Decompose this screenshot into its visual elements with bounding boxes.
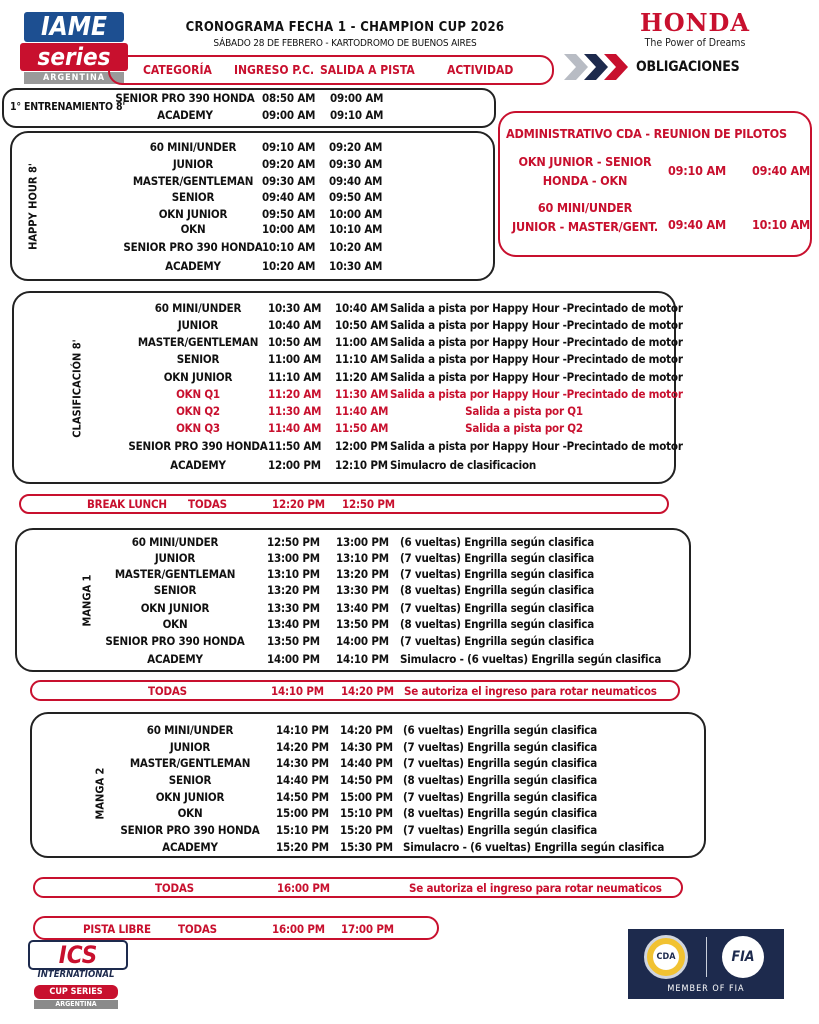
manga1-act: (7 vueltas) Engrilla según clasifica <box>400 634 594 648</box>
manga2-act: (7 vueltas) Engrilla según clasifica <box>403 790 597 804</box>
clasificacion-out: 12:00 PM <box>335 439 388 453</box>
manga2-act: (7 vueltas) Engrilla según clasifica <box>403 740 597 754</box>
clasificacion-out: 11:10 AM <box>335 352 389 366</box>
clasificacion-cat: SENIOR <box>176 352 220 366</box>
clasificacion-out: 11:20 AM <box>335 370 389 384</box>
manga1-label: MANGA 1 <box>80 574 94 627</box>
ics-logo: ICS <box>28 940 128 970</box>
obligaciones-to: 10:10 AM <box>752 217 811 232</box>
manga2-label: MANGA 2 <box>93 767 107 820</box>
manga2-act: (6 vueltas) Engrilla según clasifica <box>403 723 597 737</box>
obligaciones-heading: OBLIGACIONES <box>636 59 740 75</box>
clasificacion-cat: JUNIOR <box>177 318 219 332</box>
manga2-in: 15:10 PM <box>276 823 329 837</box>
happy-hour-in: 10:20 AM <box>262 259 316 273</box>
manga2-out: 15:10 PM <box>340 806 393 820</box>
break-lunch-who: TODAS <box>188 497 227 511</box>
manga1-out: 13:50 PM <box>336 617 389 631</box>
col-ingreso: INGRESO P.C. <box>234 63 315 77</box>
entrenamiento-in: 09:00 AM <box>262 108 316 122</box>
clasificacion-in: 12:00 PM <box>268 458 321 472</box>
honda-tagline: The Power of Dreams <box>644 37 746 49</box>
happy-hour-cat: 60 MINI/UNDER <box>149 140 237 154</box>
manga1-in: 13:10 PM <box>267 567 320 581</box>
series-logo-mid: series <box>20 43 128 71</box>
manga2-cat: MASTER/GENTLEMAN <box>129 756 251 770</box>
badge-divider <box>706 937 707 977</box>
obligaciones-from: 09:10 AM <box>668 163 727 178</box>
manga2-cat: OKN JUNIOR <box>155 790 225 804</box>
clasificacion-act: Salida a pista por Happy Hour -Precintado de motor <box>390 439 683 453</box>
col-categoria: CATEGORÍA <box>143 63 212 77</box>
clasificacion-act: Salida a pista por Happy Hour -Precintado de motor <box>390 387 683 401</box>
cup-series-logo: CUP SERIES <box>34 985 118 999</box>
clasificacion-out: 12:10 PM <box>335 458 388 472</box>
manga1-cat: SENIOR PRO 390 HONDA <box>105 634 245 648</box>
manga2-in: 15:20 PM <box>276 840 329 854</box>
manga2-out: 14:40 PM <box>340 756 393 770</box>
break-lunch-in: 12:20 PM <box>272 497 325 511</box>
manga2-out: 15:00 PM <box>340 790 393 804</box>
clasificacion-out: 11:50 AM <box>335 421 389 435</box>
happy-hour-cat: MASTER/GENTLEMAN <box>132 174 254 188</box>
clasificacion-in: 10:40 AM <box>268 318 322 332</box>
manga1-out: 14:00 PM <box>336 634 389 648</box>
entrenamiento-out: 09:10 AM <box>330 108 384 122</box>
clasificacion-label: CLASIFICACIÓN 8' <box>70 339 84 438</box>
manga1-section <box>15 528 691 672</box>
clasificacion-cat: 60 MINI/UNDER <box>154 301 242 315</box>
manga1-act: (7 vueltas) Engrilla según clasifica <box>400 567 594 581</box>
manga1-act: (8 vueltas) Engrilla según clasifica <box>400 617 594 631</box>
obligaciones-cat-line1: OKN JUNIOR - SENIOR <box>518 154 652 169</box>
happy-hour-in: 09:10 AM <box>262 140 316 154</box>
manga1-act: (7 vueltas) Engrilla según clasifica <box>400 551 594 565</box>
manga1-in: 13:00 PM <box>267 551 320 565</box>
happy-hour-in: 09:40 AM <box>262 190 316 204</box>
happy-hour-out: 09:20 AM <box>329 140 383 154</box>
happy-hour-out: 10:00 AM <box>329 207 383 221</box>
happy-hour-cat: SENIOR <box>171 190 215 204</box>
manga2-out: 15:20 PM <box>340 823 393 837</box>
clasificacion-cat: OKN Q1 <box>176 387 220 401</box>
clasificacion-act: Salida a pista por Happy Hour -Precintado de motor <box>390 352 683 366</box>
manga1-in: 13:20 PM <box>267 583 320 597</box>
clasificacion-in: 10:30 AM <box>268 301 322 315</box>
clasificacion-out: 10:50 AM <box>335 318 389 332</box>
manga1-in: 13:50 PM <box>267 634 320 648</box>
clasificacion-cat: OKN Q3 <box>176 421 220 435</box>
happy-hour-out: 09:30 AM <box>329 157 383 171</box>
clasificacion-in: 10:50 AM <box>268 335 322 349</box>
todas1-out: 14:20 PM <box>341 684 394 698</box>
ics-cup-series-logo <box>24 938 128 1010</box>
manga1-out: 13:00 PM <box>336 535 389 549</box>
clasificacion-cat: ACADEMY <box>170 458 226 472</box>
happy-hour-in: 09:50 AM <box>262 207 316 221</box>
happy-hour-in: 10:10 AM <box>262 240 316 254</box>
obligaciones-from: 09:40 AM <box>668 217 727 232</box>
clasificacion-act: Salida a pista por Happy Hour -Precintado de motor <box>390 335 683 349</box>
obligaciones-cat-line2: HONDA - OKN <box>542 173 628 188</box>
todas2-time: 16:00 PM <box>277 881 330 895</box>
manga1-act: Simulacro - (6 vueltas) Engrilla según clasifica <box>400 652 662 666</box>
manga1-cat: 60 MINI/UNDER <box>131 535 219 549</box>
happy-hour-cat: ACADEMY <box>165 259 221 273</box>
manga2-in: 14:10 PM <box>276 723 329 737</box>
manga2-cat: OKN <box>177 806 203 820</box>
entrenamiento-cat: ACADEMY <box>157 108 213 122</box>
todas1-act: Se autoriza el ingreso para rotar neumaticos <box>404 684 657 698</box>
happy-hour-in: 09:30 AM <box>262 174 316 188</box>
manga1-in: 13:30 PM <box>267 601 320 615</box>
obligaciones-title: ADMINISTRATIVO CDA - REUNION DE PILOTOS <box>506 126 787 141</box>
manga2-cat: JUNIOR <box>169 740 211 754</box>
fia-member-text: MEMBER OF FIA <box>667 984 745 994</box>
clasificacion-act: Salida a pista por Q2 <box>465 421 583 435</box>
break-lunch-out: 12:50 PM <box>342 497 395 511</box>
clasificacion-act: Salida a pista por Happy Hour -Precintado de motor <box>390 301 683 315</box>
clasificacion-cat: OKN Q2 <box>176 404 220 418</box>
clasificacion-in: 11:10 AM <box>268 370 322 384</box>
ics-international: INTERNATIONAL <box>37 969 115 980</box>
page-title: CRONOGRAMA FECHA 1 - CHAMPION CUP 2026 <box>185 20 505 35</box>
cup-argentina: ARGENTINA <box>34 1000 118 1009</box>
manga2-in: 15:00 PM <box>276 806 329 820</box>
pista-libre-in: 16:00 PM <box>272 922 325 936</box>
entrenamiento-cat: SENIOR PRO 390 HONDA <box>115 91 255 105</box>
todas2-who: TODAS <box>155 881 194 895</box>
clasificacion-in: 11:30 AM <box>268 404 322 418</box>
manga2-act: (8 vueltas) Engrilla según clasifica <box>403 806 597 820</box>
manga2-in: 14:40 PM <box>276 773 329 787</box>
manga1-cat: ACADEMY <box>147 652 203 666</box>
manga1-in: 12:50 PM <box>267 535 320 549</box>
manga2-out: 15:30 PM <box>340 840 393 854</box>
manga1-cat: OKN JUNIOR <box>140 601 210 615</box>
cda-fia-badge <box>628 929 784 999</box>
happy-hour-out: 10:30 AM <box>329 259 383 273</box>
clasificacion-out: 11:00 AM <box>335 335 389 349</box>
happy-hour-in: 09:20 AM <box>262 157 316 171</box>
happy-hour-in: 10:00 AM <box>262 222 316 236</box>
happy-hour-out: 10:20 AM <box>329 240 383 254</box>
happy-hour-cat: JUNIOR <box>172 157 214 171</box>
entrenamiento-out: 09:00 AM <box>330 91 384 105</box>
clasificacion-in: 11:20 AM <box>268 387 322 401</box>
manga2-act: (7 vueltas) Engrilla según clasifica <box>403 823 597 837</box>
clasificacion-out: 11:30 AM <box>335 387 389 401</box>
manga1-in: 14:00 PM <box>267 652 320 666</box>
break-lunch-label: BREAK LUNCH <box>87 497 167 511</box>
happy-hour-out: 09:40 AM <box>329 174 383 188</box>
clasificacion-act: Salida a pista por Q1 <box>465 404 583 418</box>
manga2-in: 14:30 PM <box>276 756 329 770</box>
manga1-act: (8 vueltas) Engrilla según clasifica <box>400 583 594 597</box>
happy-hour-out: 09:50 AM <box>329 190 383 204</box>
col-salida: SALIDA A PISTA <box>320 63 415 77</box>
manga2-cat: SENIOR PRO 390 HONDA <box>120 823 260 837</box>
manga2-act: (8 vueltas) Engrilla según clasifica <box>403 773 597 787</box>
manga1-act: (6 vueltas) Engrilla según clasifica <box>400 535 594 549</box>
happy-hour-cat: OKN <box>180 222 206 236</box>
entrenamiento-label: 1° ENTRENAMIENTO 8' <box>10 101 126 113</box>
clasificacion-act: Salida a pista por Happy Hour -Precintado de motor <box>390 318 683 332</box>
clasificacion-cat: MASTER/GENTLEMAN <box>137 335 259 349</box>
fia-icon: FIA <box>722 936 764 978</box>
argentina-logo-bottom: ARGENTINA <box>24 72 124 84</box>
obligaciones-cat-line2: JUNIOR - MASTER/GENT. <box>512 219 658 234</box>
pista-libre-label: PISTA LIBRE <box>83 922 151 936</box>
manga1-cat: MASTER/GENTLEMAN <box>114 567 236 581</box>
cda-icon <box>644 935 688 979</box>
pista-libre-out: 17:00 PM <box>341 922 394 936</box>
pista-libre-who: TODAS <box>178 922 217 936</box>
manga1-cat: OKN <box>162 617 188 631</box>
clasificacion-act: Simulacro de clasificacion <box>390 458 537 472</box>
honda-brand: HONDA <box>640 8 750 37</box>
page-subtitle: SÁBADO 28 DE FEBRERO - KARTODROMO DE BUENOS AIRES <box>213 38 477 49</box>
happy-hour-label: HAPPY HOUR 8' <box>26 163 40 250</box>
todas1-in: 14:10 PM <box>271 684 324 698</box>
todas1-who: TODAS <box>148 684 187 698</box>
happy-hour-cat: SENIOR PRO 390 HONDA <box>123 240 263 254</box>
clasificacion-out: 10:40 AM <box>335 301 389 315</box>
manga2-cat: SENIOR <box>168 773 212 787</box>
clasificacion-cat: SENIOR PRO 390 HONDA <box>128 439 268 453</box>
cda-inner: CDA <box>653 944 679 970</box>
honda-logo <box>615 10 775 50</box>
obligaciones-cat-line1: 60 MINI/UNDER <box>537 200 633 215</box>
happy-hour-out: 10:10 AM <box>329 222 383 236</box>
clasificacion-act: Salida a pista por Happy Hour -Precintado de motor <box>390 370 683 384</box>
iame-logo-top: IAME <box>24 12 124 42</box>
manga2-cat: ACADEMY <box>162 840 218 854</box>
manga1-out: 13:10 PM <box>336 551 389 565</box>
manga1-in: 13:40 PM <box>267 617 320 631</box>
manga2-out: 14:50 PM <box>340 773 393 787</box>
happy-hour-cat: OKN JUNIOR <box>158 207 228 221</box>
manga1-act: (7 vueltas) Engrilla según clasifica <box>400 601 594 615</box>
clasificacion-cat: OKN JUNIOR <box>163 370 233 384</box>
manga2-out: 14:30 PM <box>340 740 393 754</box>
clasificacion-in: 11:50 AM <box>268 439 322 453</box>
obligaciones-to: 09:40 AM <box>752 163 811 178</box>
manga1-out: 13:20 PM <box>336 567 389 581</box>
col-actividad: ACTIVIDAD <box>447 63 514 77</box>
manga2-act: (7 vueltas) Engrilla según clasifica <box>403 756 597 770</box>
clasificacion-in: 11:40 AM <box>268 421 322 435</box>
clasificacion-in: 11:00 AM <box>268 352 322 366</box>
manga2-out: 14:20 PM <box>340 723 393 737</box>
chevrons-icon <box>562 52 632 82</box>
todas2-act: Se autoriza el ingreso para rotar neumaticos <box>409 881 662 895</box>
manga2-in: 14:50 PM <box>276 790 329 804</box>
manga1-cat: SENIOR <box>153 583 197 597</box>
manga1-out: 14:10 PM <box>336 652 389 666</box>
manga2-cat: 60 MINI/UNDER <box>146 723 234 737</box>
manga2-in: 14:20 PM <box>276 740 329 754</box>
manga1-out: 13:30 PM <box>336 583 389 597</box>
manga1-cat: JUNIOR <box>154 551 196 565</box>
entrenamiento-in: 08:50 AM <box>262 91 316 105</box>
manga1-out: 13:40 PM <box>336 601 389 615</box>
clasificacion-out: 11:40 AM <box>335 404 389 418</box>
manga2-act: Simulacro - (6 vueltas) Engrilla según clasifica <box>403 840 665 854</box>
